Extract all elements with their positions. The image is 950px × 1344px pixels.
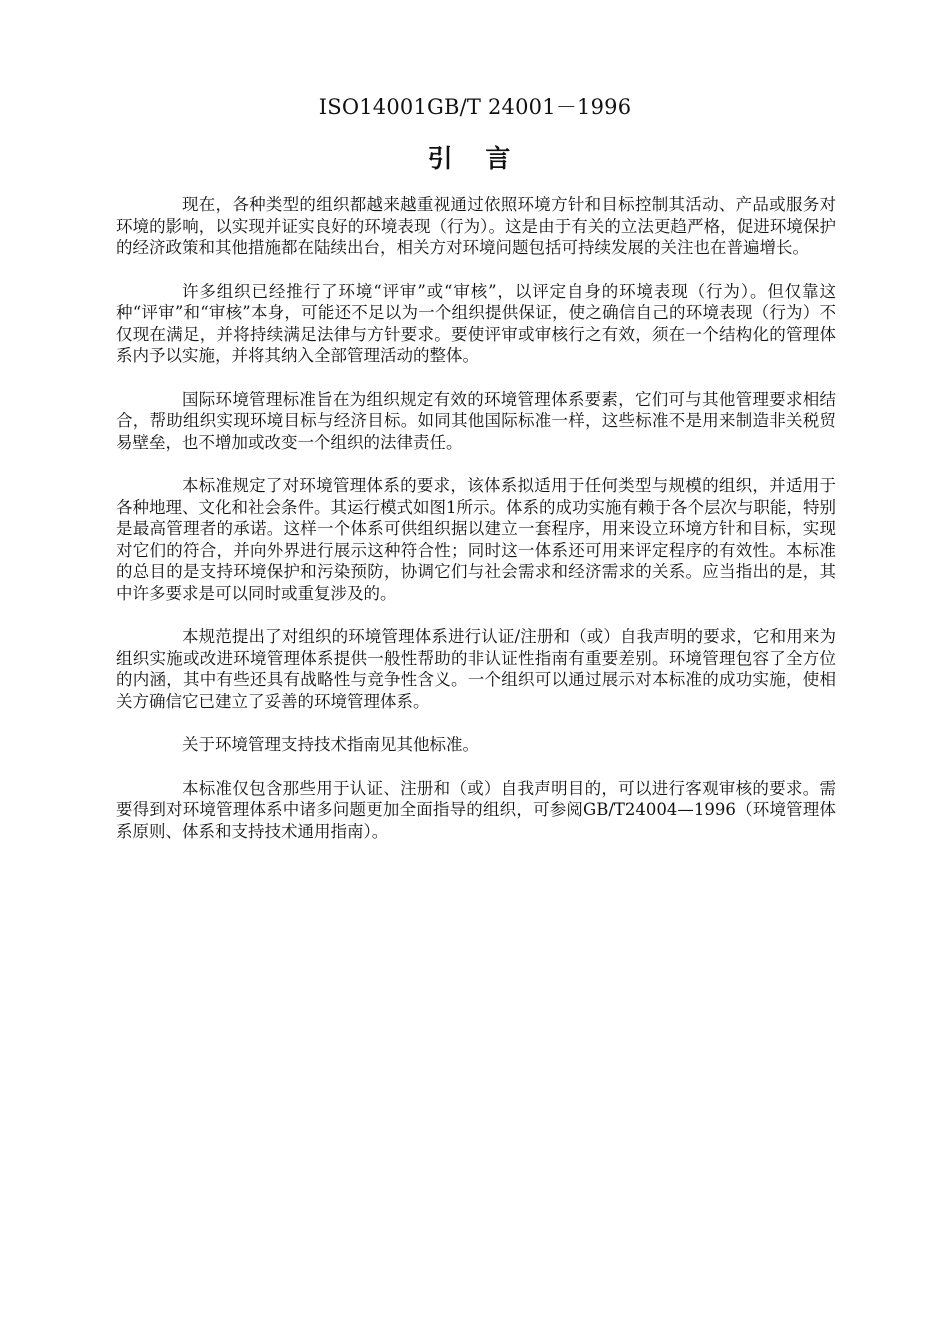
paragraph-4: 本标准规定了对环境管理体系的要求，该体系拟适用于任何类型与规模的组织，并适用于各种地理、文化和社会条件。其运行模式如图1所示。体系的成功实施有赖于各个层次与职能，特别是最高管理者的承诺。这样一个体系可供组织据以建立一套程序，用来设立环境方针和目标，实现对它们的符合，并向外界进行展示这种符合性；同时这一体系还可用来评定程序的有效性。本标准的总目的是支持环境保护和污染预防，协调它们与社会需求和经济需求的关系。应当指出的是，其中许多要求是可以同时或重复涉及的。 — [116, 476, 836, 603]
paragraph-2: 许多组织已经推行了环境“评审”或“审核”，以评定自身的环境表现（行为）。但仅靠这种“评审”和“审核”本身，可能还不足以为一个组织提供保证，使之确信自己的环境表现（行为）不仅现在满足，并将持续满足法律与方针要求。要使评审或审核行之有效，须在一个结构化的管理体系内予以实施，并将其纳入全部管理活动的整体。 — [116, 281, 836, 365]
paragraph-3: 国际环境管理标准旨在为组织规定有效的环境管理体系要素，它们可与其他管理要求相结合，帮助组织实现环境目标与经济目标。如同其他国际标准一样，这些标准不是用来制造非关税贸易壁垒，也不增加或改变一个组织的法律责任。 — [116, 389, 836, 452]
document-code: ISO14001GB/T 24001－1996 — [318, 95, 632, 119]
section-heading: 引 言 — [427, 144, 523, 173]
paragraph-5: 本规范提出了对组织的环境管理体系进行认证/注册和（或）自我声明的要求，它和用来为组织实施或改进环境管理体系提供一般性帮助的非认证性指南有重要差别。环境管理包容了全方位的内涵，其中有些还具有战略性与竞争性含义。一个组织可以通过展示对本标准的成功实施，使相关方确信它已建立了妥善的环境管理体系。 — [116, 627, 836, 711]
paragraph-6: 关于环境管理支持技术指南见其他标准。 — [182, 735, 479, 754]
paragraph-1: 现在，各种类型的组织都越来越重视通过依照环境方针和目标控制其活动、产品或服务对环境的影响，以实现并证实良好的环境表现（行为）。这是由于有关的立法更趋严格，促进环境保护的经济政策和其他措施都在陆续出台，相关方对环境问题包括可持续发展的关注也在普遍增长。 — [116, 195, 836, 257]
paragraph-7: 本标准仅包含那些用于认证、注册和（或）自我声明目的，可以进行客观审核的要求。需要得到对环境管理体系中诸多问题更加全面指导的组织，可参阅GB/T24004—1996（环境管理体系原则、体系和支持技术通用指南）。 — [116, 778, 836, 841]
document-body — [116, 194, 836, 864]
